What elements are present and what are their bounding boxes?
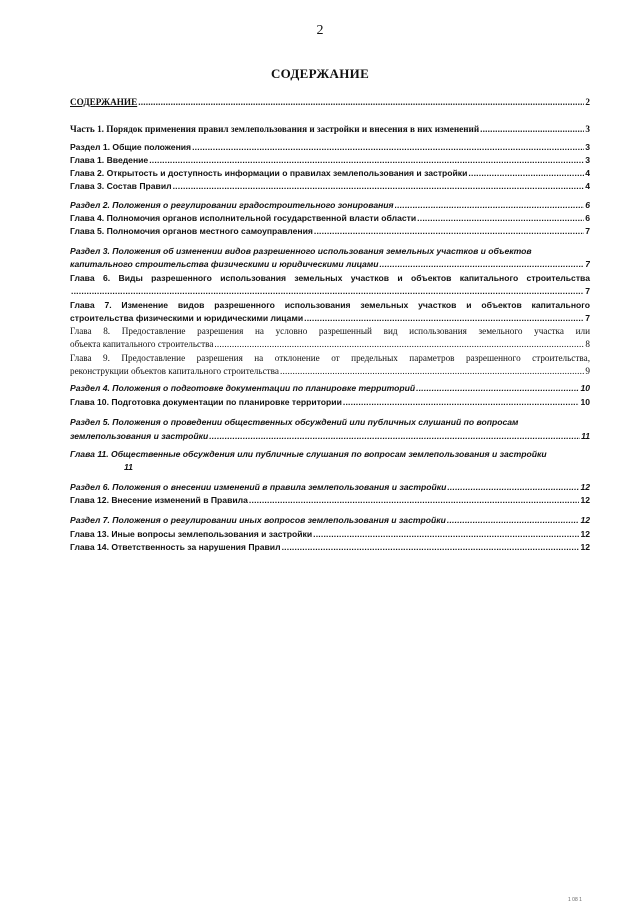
toc-entry-chapter-5[interactable]: Глава 5. Полномочия органов местного самоуправления ..... 7 (70, 225, 590, 237)
toc-entry-chapter-13[interactable]: Глава 13. Иные вопросы землепользования и застройки ..... 12 (70, 528, 590, 540)
toc-entry-chapter-3[interactable]: Глава 3. Состав Правил ..... 4 (70, 180, 590, 192)
toc-entry-chapter-14[interactable]: Глава 14. Ответственность за нарушения Правил ..... 12 (70, 541, 590, 553)
toc-entry-section-3-line-1[interactable]: Раздел 3. Положения об изменении видов разрешенного использования земельных участков и объектов (70, 246, 532, 256)
toc-entry-chapter-8-line-1[interactable]: Глава 8. Предоставление разрешения на условно разрешенный вид использования земельного участка или (70, 326, 590, 336)
toc-entry-chapter-4[interactable]: Глава 4. Полномочия органов исполнительной государственной власти области ..... 6 (70, 212, 590, 224)
toc-entry-section-2[interactable]: Раздел 2. Положения о регулировании градостроительного зонирования ..... 6 (70, 199, 590, 211)
toc-entry-section-5[interactable]: землепользования и застройки ..... 11 (70, 430, 590, 442)
toc-entry-chapter-1[interactable]: Глава 1. Введение ..... 3 (70, 154, 590, 166)
toc-entry-chapter-7-line-1[interactable]: Глава 7. Изменение видов разрешенного использования земельных участков и объектов капитального (70, 300, 590, 310)
toc-entry-chapter-9[interactable]: реконструкции объектов капитального строительства ..... 9 (70, 365, 590, 377)
toc-entry-chapter-12[interactable]: Глава 12. Внесение изменений в Правила ..... 12 (70, 494, 590, 506)
toc-entry-section-4[interactable]: Раздел 4. Положения о подготовке документации по планировке территорий ..... 10 (70, 382, 590, 394)
page-number: 2 (316, 23, 324, 38)
toc-entry-contents[interactable]: СОДЕРЖАНИЕ ..... 2 (70, 96, 590, 108)
document-title: СОДЕРЖАНИЕ (270, 66, 370, 81)
toc-entry-section-7[interactable]: Раздел 7. Положения о регулировании иных вопросов землепользования и застройки ..... 12 (70, 514, 590, 526)
toc-entry-section-5-line-1[interactable]: Раздел 5. Положения о проведении общественных обсуждений или публичных слушаний по вопросам (70, 417, 519, 427)
toc-entry-chapter-10[interactable]: Глава 10. Подготовка документации по планировке территории ..... 10 (70, 396, 590, 408)
toc-entry-part-1[interactable]: Часть 1. Порядок применения правил землепользования и застройки и внесения в них изменений ..... 3 (70, 123, 590, 135)
toc-entry-chapter-11-line-1[interactable]: Глава 11. Общественные обсуждения или публичные слушания по вопросам землепользования и застройки (70, 449, 547, 459)
toc-entry-chapter-2[interactable]: Глава 2. Открытость и доступность информации о правилах землепользования и застройки ..... 4 (70, 167, 590, 179)
toc-entry-chapter-7[interactable]: строительства физическими и юридическими лицами ..... 7 (70, 312, 590, 324)
toc-entry-section-3[interactable]: капитального строительства физическими и юридическими лицами ..... 7 (70, 258, 590, 270)
toc-entry-chapter-6-line-1[interactable]: Глава 6. Виды разрешенного использования земельных участков и объектов капитального строительства (70, 273, 590, 283)
footer-stamp: 1 08 1 (568, 897, 582, 903)
toc-entry-section-1[interactable]: Раздел 1. Общие положения ..... 3 (70, 141, 590, 153)
toc-entry-chapter-9-line-1[interactable]: Глава 9. Предоставление разрешения на отклонение от предельных параметров разрешенного строительства, (70, 353, 590, 363)
toc-entry-chapter-11-page[interactable]: 11 (124, 462, 133, 472)
toc-entry-section-6[interactable]: Раздел 6. Положения о внесении изменений в правила землепользования и застройки ..... 12 (70, 481, 590, 493)
toc-entry-chapter-8[interactable]: объекта капитального строительства ..... 8 (70, 338, 590, 350)
toc-entry-chapter-6[interactable]: ..... 7 (70, 285, 590, 297)
